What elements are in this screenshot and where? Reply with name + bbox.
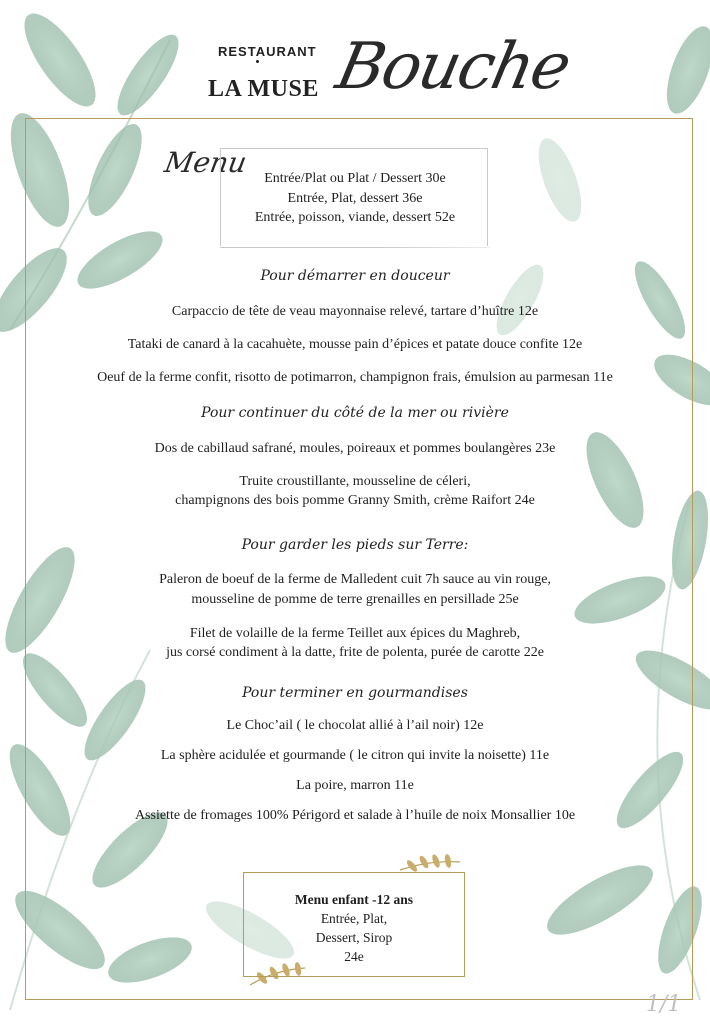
formula-line: Entrée, poisson, viande, dessert 52e (254, 210, 456, 225)
restaurant-header (200, 30, 576, 120)
dish-line: Filet de volaille de la ferme Teillet aux épices du Maghreb, (189, 626, 521, 641)
section-title: Pour garder les pieds sur Terre: (241, 537, 469, 553)
section-title: Pour terminer en gourmandises (242, 685, 468, 701)
dish-line: Dos de cabillaud safrané, moules, poireaux et pommes boulangères 23e (154, 441, 556, 456)
dish-line: jus corsé condiment à la datte, frite de polenta, purée de carotte 22e (166, 645, 544, 660)
restaurant-name: LA MUSE (208, 76, 319, 102)
dish-line: Le Choc’ail ( le chocolat allié à l’ail noir) 12e (226, 718, 484, 733)
page-number: 1/1 (646, 992, 682, 1017)
dish-line: Paleron de boeuf de la ferme de Malledent cuit 7h sauce au vin rouge, (159, 572, 551, 587)
kids-menu-line: 24e (344, 949, 364, 964)
dish-line: Assiette de fromages 100% Périgord et salade à l’huile de noix Monsallier 10e (134, 808, 576, 823)
dish-line: La poire, marron 11e (296, 778, 414, 793)
kids-menu-title: Menu enfant -12 ans (294, 892, 414, 907)
dish-line: Oeuf de la ferme confit, risotto de potimarron, champignon frais, émulsion au parmesan 11e (97, 370, 613, 385)
dish-line: Tataki de canard à la cacahuète, mousse pain d’épices et patate douce confite 12e (127, 337, 583, 352)
formula-line: Entrée, Plat, dessert 36e (287, 191, 423, 206)
restaurant-label: RESTAURANT (218, 44, 317, 59)
kids-menu-line: Entrée, Plat, (320, 911, 388, 926)
dish-line: Carpaccio de tête de veau mayonnaise relevé, tartare d’huître 12e (171, 304, 539, 319)
section-title: Pour continuer du côté de la mer ou rivière (201, 405, 509, 421)
dish-line: mousseline de pomme de terre grenailles en persillade 25e (191, 592, 519, 607)
dish-line: champignons des bois pomme Granny Smith, crème Raifort 24e (175, 493, 535, 508)
dish-line: La sphère acidulée et gourmande ( le citron qui invite la noisette) 11e (160, 748, 550, 763)
kids-menu-line: Dessert, Sirop (315, 930, 393, 945)
restaurant-script-name: Bouche (330, 30, 576, 104)
formula-line: Entrée/Plat ou Plat / Dessert 30e (264, 171, 446, 186)
gold-frame (25, 118, 693, 1000)
kids-menu (243, 890, 465, 966)
separator-dot (256, 60, 259, 63)
menu-title: Menu (162, 146, 250, 179)
section-title: Pour démarrer en douceur (260, 268, 450, 284)
dish-line: Truite croustillante, mousseline de céleri, (239, 474, 471, 489)
